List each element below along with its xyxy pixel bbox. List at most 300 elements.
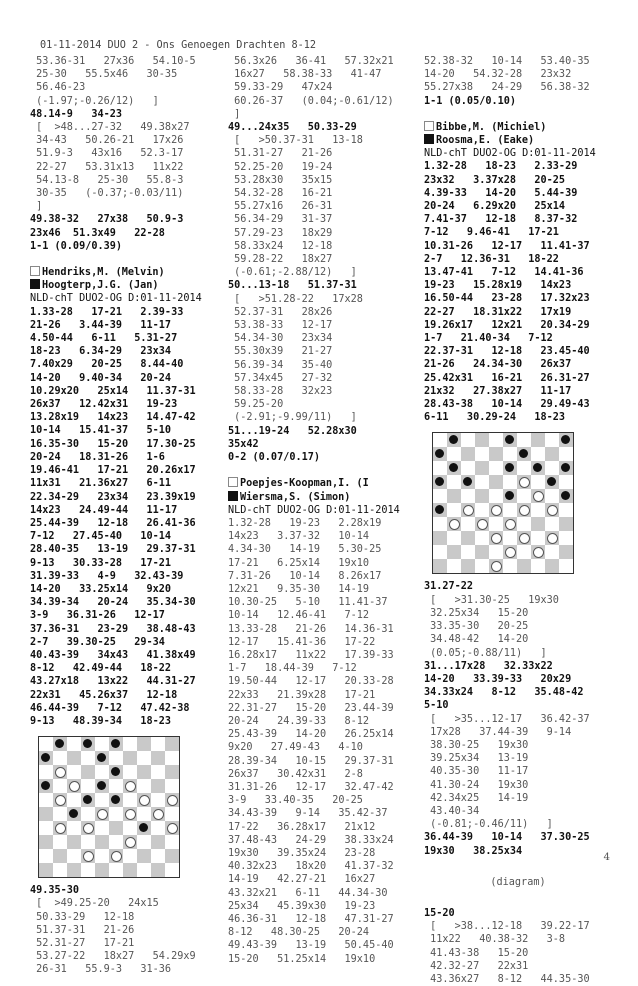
board-square-dark: [95, 779, 109, 793]
game-move-line: 22x31 45.26x37 12-18: [30, 689, 178, 701]
game-move-line: 22.37-31 12-18 23.45-40: [424, 346, 590, 358]
variation-line: 14x23 3.37-32 10-14: [228, 531, 370, 543]
white-piece: [125, 837, 136, 848]
white-square-icon: [228, 477, 238, 487]
game-move-line: 20-24 18.31-26 1-6: [30, 451, 165, 463]
variation-line: 1.32-28 19-23 2.28x19: [228, 517, 382, 529]
board-square-dark: [489, 503, 503, 517]
white-piece: [449, 519, 460, 530]
game-move-line: 21-26 3.44-39 11-17: [30, 319, 172, 331]
board-square-light: [531, 559, 545, 573]
board-square-light: [81, 835, 95, 849]
board-square-light: [517, 433, 531, 447]
board-square-dark: [81, 849, 95, 863]
board-square-light: [559, 475, 573, 489]
board-square-light: [137, 779, 151, 793]
variation-line: 10.30-25 5-10 11.41-37: [228, 597, 388, 609]
variation-line: 42.32-27 22x31: [424, 960, 529, 972]
white-piece: [55, 823, 66, 834]
black-piece: [561, 435, 570, 444]
variation-line: 41.30-24 19x30: [424, 779, 529, 791]
game-move-line: 36.44-39 10-14 37.30-25: [424, 832, 590, 844]
board-square-light: [433, 489, 447, 503]
board-square-light: [475, 475, 489, 489]
variation-line: 19.50-44 12-17 20.33-28: [228, 676, 394, 688]
black-piece: [519, 449, 528, 458]
board-square-dark: [545, 503, 559, 517]
variation-line: 32.25x34 15-20: [424, 607, 529, 619]
variation-line: 43.32x21 6-11 44.34-30: [228, 887, 388, 899]
variation-line: 54.32-28 16-21: [228, 188, 333, 200]
board-square-light: [517, 489, 531, 503]
board-square-light: [137, 863, 151, 877]
board-square-dark: [433, 475, 447, 489]
variation-line: 25-30 55.5x46 30-35: [30, 69, 178, 81]
variation-line: 41.43-38 15-20: [424, 947, 529, 959]
board-square-light: [489, 545, 503, 559]
black-piece: [449, 463, 458, 472]
variation-line: 59.25-20: [228, 399, 284, 411]
game-move-line: 31.27-22: [424, 581, 474, 593]
game-move-line: 14x23 24.49-44 11-17: [30, 504, 178, 516]
board-square-dark: [503, 545, 517, 559]
variation-line: 53.28x30 35x15: [228, 174, 333, 186]
board-square-light: [433, 461, 447, 475]
black-player-line: [424, 134, 612, 147]
variation-line: [ >50.37-31 13-18: [228, 135, 363, 147]
board-square-light: [39, 821, 53, 835]
board-square-dark: [151, 863, 165, 877]
variation-line: 17-22 36.28x17 21x12: [228, 821, 376, 833]
board-square-light: [433, 433, 447, 447]
column-2: [228, 55, 416, 966]
black-piece: [111, 767, 120, 776]
white-player-name: Poepjes-Koopman,I. (I: [240, 478, 369, 490]
variation-line: 15-20 51.25x14 19x10: [228, 953, 376, 965]
variation-line: 51.31-27 21-26: [228, 148, 333, 160]
board-square-light: [39, 737, 53, 751]
diagram-placeholder: (diagram): [490, 876, 546, 888]
board-square-light: [517, 517, 531, 531]
board-square-light: [81, 807, 95, 821]
board-square-dark: [81, 765, 95, 779]
black-piece: [505, 463, 514, 472]
board-square-dark: [531, 489, 545, 503]
variation-line: [ >38...12-18 39.22-17: [424, 921, 590, 933]
variation-line: (-0.61;-2.88/12) ]: [228, 267, 357, 279]
board-square-dark: [545, 531, 559, 545]
game-move-line: 7-12 9.46-41 17-21: [424, 227, 559, 239]
board-square-dark: [137, 821, 151, 835]
black-square-icon: [228, 491, 238, 501]
board-square-dark: [503, 433, 517, 447]
white-player-line: [424, 121, 612, 134]
black-piece: [41, 753, 50, 762]
board-square-light: [461, 433, 475, 447]
variation-line: (0.05;-0.88/11) ]: [424, 647, 547, 659]
game-move-line: 18-23 6.34-29 23x34: [30, 346, 172, 358]
board-square-light: [81, 779, 95, 793]
board-square-dark: [39, 863, 53, 877]
board-square-light: [109, 835, 123, 849]
game-move-line: 19x30 38.25x34: [424, 845, 523, 857]
board-square-light: [503, 503, 517, 517]
board-square-dark: [475, 517, 489, 531]
black-piece: [111, 795, 120, 804]
board-square-dark: [53, 793, 67, 807]
black-piece: [83, 795, 92, 804]
board-square-light: [559, 531, 573, 545]
board-square-light: [67, 765, 81, 779]
event-line: NLD-chT DUO2-OG D:01-11-2014: [424, 148, 596, 160]
black-piece: [435, 477, 444, 486]
board-square-light: [81, 751, 95, 765]
board-square-dark: [559, 545, 573, 559]
variation-line: [ >31.30-25 19x30: [424, 594, 559, 606]
board-square-light: [461, 517, 475, 531]
variation-line: 56.3x26 36-41 57.32x21: [228, 56, 394, 67]
white-piece: [463, 505, 474, 516]
board-square-dark: [109, 793, 123, 807]
board-square-light: [165, 863, 179, 877]
variation-line: 17-21 6.25x14 19x10: [228, 557, 370, 569]
variation-line: 55.30x39 21-27: [228, 346, 333, 358]
white-piece: [83, 823, 94, 834]
event-line: NLD-chT DUO2-OG D:01-11-2014: [30, 293, 202, 305]
white-player-line: [228, 477, 416, 490]
board-square-dark: [489, 559, 503, 573]
board-square-light: [475, 447, 489, 461]
black-piece: [463, 477, 472, 486]
white-piece: [533, 547, 544, 558]
black-player-line: [228, 491, 416, 504]
black-piece: [435, 505, 444, 514]
game-move-line: 22.34-29 23x34 23.39x19: [30, 491, 196, 503]
board-square-dark: [517, 531, 531, 545]
white-piece: [55, 767, 66, 778]
variation-line: 42.34x25 14-19: [424, 792, 529, 804]
game-move-line: 14-20 33.39-33 20x29: [424, 673, 572, 685]
game-move-line: 46.44-39 7-12 47.42-38: [30, 702, 190, 714]
white-piece: [547, 533, 558, 544]
variation-line: 57.34x45 27-32: [228, 372, 333, 384]
board-square-light: [109, 807, 123, 821]
white-piece: [97, 809, 108, 820]
board-square-dark: [95, 751, 109, 765]
black-player-name: Roosma,E. (Eake): [436, 135, 535, 147]
variation-line: 28.39-34 10-15 29.37-31: [228, 755, 394, 767]
game-move-line: 4.50-44 6-11 5.31-27: [30, 333, 178, 345]
game-move-line: 16.50-44 23-28 17.32x23: [424, 293, 590, 305]
board-square-dark: [137, 737, 151, 751]
column-3: [424, 55, 612, 986]
board-square-light: [531, 475, 545, 489]
board-square-dark: [517, 475, 531, 489]
black-piece: [83, 739, 92, 748]
variation-line: 59.28-22 18x27: [228, 254, 333, 266]
board-square-light: [151, 821, 165, 835]
variation-line: 34.43-39 9-14 35.42-37: [228, 808, 388, 820]
board-square-dark: [559, 461, 573, 475]
game-move-line: 37.36-31 23-29 38.48-43: [30, 623, 196, 635]
white-piece: [167, 823, 178, 834]
board-square-light: [165, 807, 179, 821]
board-square-light: [433, 545, 447, 559]
board-square-light: [517, 545, 531, 559]
board-square-light: [503, 447, 517, 461]
board-square-light: [109, 751, 123, 765]
board-square-light: [95, 821, 109, 835]
variation-line: (-0.81;-0.46/11) ]: [424, 819, 553, 831]
board-square-light: [447, 559, 461, 573]
board-square-light: [475, 531, 489, 545]
variation-line: 52.38-32 10-14 53.40-35: [424, 56, 590, 67]
game-move-line: 35x42: [228, 438, 259, 450]
white-piece: [519, 505, 530, 516]
board-square-dark: [109, 765, 123, 779]
board-square-light: [503, 475, 517, 489]
game-move-line: 14-20 33.25x14 9x20: [30, 583, 172, 595]
black-player-name: Hoogterp,J.G. (Jan): [42, 280, 159, 292]
variation-line: 26-31 55.9-3 31-36: [30, 964, 172, 976]
board-square-dark: [165, 821, 179, 835]
board-square-light: [559, 559, 573, 573]
black-piece: [561, 491, 570, 500]
black-piece: [97, 753, 106, 762]
variation-line: 51.9-3 43x16 52.3-17: [30, 148, 184, 160]
variation-line: 43.36x27 8-12 44.35-30: [424, 973, 590, 985]
variation-line: 34.48-42 14-20: [424, 634, 529, 646]
event-line: NLD-chT DUO2-OG D:01-11-2014: [228, 504, 400, 516]
board-square-dark: [531, 517, 545, 531]
board-square-light: [53, 835, 67, 849]
board-square-dark: [503, 517, 517, 531]
board-square-dark: [123, 835, 137, 849]
variation-line: 56.34-29 31-37: [228, 214, 333, 226]
board-square-dark: [517, 447, 531, 461]
page-header: 01-11-2014 DUO 2 - Ons Genoegen Drachten 8-12: [40, 40, 317, 51]
white-player-line: [30, 266, 218, 279]
black-piece: [41, 781, 50, 790]
board-square-light: [109, 863, 123, 877]
white-piece: [111, 851, 122, 862]
board-square-dark: [53, 821, 67, 835]
white-square-icon: [424, 121, 434, 131]
board-square-light: [67, 737, 81, 751]
board-square-light: [95, 765, 109, 779]
white-piece: [547, 505, 558, 516]
game-move-line: 51...19-24 52.28x30: [228, 425, 357, 437]
game-move-line: 10-14 15.41-37 5-10: [30, 425, 172, 437]
game-move-line: 10.29x20 25x14 11.37-31: [30, 385, 196, 397]
board-square-light: [461, 545, 475, 559]
board-square-light: [559, 447, 573, 461]
board-square-light: [559, 503, 573, 517]
game-header: [424, 121, 612, 161]
board-square-light: [165, 835, 179, 849]
board-square-dark: [39, 779, 53, 793]
board-square-light: [531, 447, 545, 461]
variation-line: 54.34-30 23x34: [228, 333, 333, 345]
board-square-dark: [81, 821, 95, 835]
game-move-line: 26x37 12.42x31 19-23: [30, 399, 178, 411]
board-square-light: [447, 503, 461, 517]
game-move-line: 16.35-30 15-20 17.30-25: [30, 438, 196, 450]
board-square-light: [123, 737, 137, 751]
white-piece: [125, 781, 136, 792]
game-move-line: 9-13 30.33-28 17-21: [30, 557, 172, 569]
board-square-dark: [475, 461, 489, 475]
white-piece: [491, 533, 502, 544]
variation-line: 16.28x17 11x22 17.39-33: [228, 649, 394, 661]
board-square-light: [67, 793, 81, 807]
board-square-light: [503, 559, 517, 573]
variation-line: 9x20 27.49-43 4-10: [228, 742, 363, 754]
black-piece: [449, 435, 458, 444]
game-move-line: 0-2 (0.07/0.17): [228, 452, 321, 464]
game-move-line: 19-23 15.28x19 14x23: [424, 280, 572, 292]
board-square-light: [109, 779, 123, 793]
board-square-light: [39, 793, 53, 807]
white-piece: [519, 533, 530, 544]
game-move-line: 8-12 42.49-44 18-22: [30, 663, 172, 675]
variation-line: 54.13-8 25-30 55.8-3: [30, 174, 184, 186]
variation-line: 30-35 (-0.37;-0.03/11): [30, 188, 184, 200]
game-move-line: 11x31 21.36x27 6-11: [30, 478, 172, 490]
game-move-line: 1-1 (0.05/0.10): [424, 95, 517, 107]
board-square-light: [151, 765, 165, 779]
variation-line: 52.37-31 28x26: [228, 306, 333, 318]
board-square-dark: [559, 517, 573, 531]
board-square-light: [475, 503, 489, 517]
board-square-light: [123, 849, 137, 863]
draughts-board: [38, 736, 180, 878]
variation-line: ]: [30, 201, 43, 213]
white-piece: [505, 519, 516, 530]
variation-line: 14-19 42.27-21 16x27: [228, 874, 376, 886]
white-piece: [125, 809, 136, 820]
game-move-line: 31.39-33 4-9 32.43-39: [30, 570, 184, 582]
variation-line: 55.27x16 26-31: [228, 201, 333, 213]
game-move-line: 20-24 6.29x20 25x14: [424, 201, 566, 213]
variation-line: 39.25x34 13-19: [424, 753, 529, 765]
board-square-light: [95, 793, 109, 807]
variation-line: [ >51.28-22 17x28: [228, 293, 363, 305]
game-move-line: 40.43-39 34x43 41.38x49: [30, 649, 196, 661]
board-square-dark: [123, 863, 137, 877]
black-piece: [435, 449, 444, 458]
variation-line: 17x28 37.44-39 9-14: [424, 726, 572, 738]
board-square-light: [447, 475, 461, 489]
board-square-dark: [461, 531, 475, 545]
black-piece: [505, 491, 514, 500]
board-square-dark: [503, 489, 517, 503]
black-piece: [55, 739, 64, 748]
board-square-light: [545, 545, 559, 559]
variation-line: 1-7 18.44-39 7-12: [228, 663, 357, 675]
variation-line: 11x22 40.38-32 3-8: [424, 934, 566, 946]
board-square-dark: [447, 489, 461, 503]
board-square-dark: [109, 821, 123, 835]
board-square-light: [545, 489, 559, 503]
game-move-line: 7.41-37 12-18 8.37-32: [424, 214, 578, 226]
board-square-dark: [53, 849, 67, 863]
board-square-dark: [545, 559, 559, 573]
board-square-dark: [95, 863, 109, 877]
board-square-dark: [67, 835, 81, 849]
game-move-line: 49.35-30: [30, 885, 80, 897]
variation-line: [ >48...27-32 49.38x27: [30, 122, 190, 134]
board-square-light: [447, 531, 461, 545]
variation-line: 40.32x23 18x20 41.37-32: [228, 861, 394, 873]
white-piece: [153, 809, 164, 820]
board-square-dark: [447, 461, 461, 475]
board-square-dark: [81, 737, 95, 751]
white-piece: [505, 547, 516, 558]
board-square-light: [461, 461, 475, 475]
board-square-dark: [137, 849, 151, 863]
page-number: 4: [603, 852, 610, 863]
board-square-dark: [461, 475, 475, 489]
board-square-light: [531, 531, 545, 545]
board-square-dark: [151, 835, 165, 849]
game-move-line: 13.28x19 14x23 14.47-42: [30, 412, 196, 424]
board-square-light: [489, 433, 503, 447]
game-move-line: 48.14-9 34-23: [30, 108, 123, 120]
board-square-light: [137, 751, 151, 765]
board-square-light: [151, 849, 165, 863]
variation-line: 7.31-26 10-14 8.26x17: [228, 570, 382, 582]
board-square-dark: [489, 531, 503, 545]
board-square-dark: [503, 461, 517, 475]
white-piece: [519, 477, 530, 488]
game-move-line: 23x46 51.3x49 22-28: [30, 227, 165, 239]
black-piece: [505, 435, 514, 444]
board-square-dark: [137, 765, 151, 779]
variation-line: 57.29-23 18x29: [228, 227, 333, 239]
board-square-dark: [531, 545, 545, 559]
white-player-name: Hendriks,M. (Melvin): [42, 267, 165, 279]
game-move-line: 1.33-28 17-21 2.39-33: [30, 306, 184, 318]
board-square-light: [545, 517, 559, 531]
variation-line: 52.31-27 17-21: [30, 937, 135, 949]
board-square-light: [67, 849, 81, 863]
game-move-line: 4.39-33 14-20 5.44-39: [424, 187, 578, 199]
black-piece: [547, 477, 556, 486]
variation-line: 58.33-28 32x23: [228, 386, 333, 398]
game-move-line: 2-7 39.30-25 29-34: [30, 636, 165, 648]
variation-line: 53.36-31 27x36 54.10-5: [30, 56, 196, 67]
board-square-dark: [461, 447, 475, 461]
board-square-dark: [151, 751, 165, 765]
board-square-dark: [39, 835, 53, 849]
board-square-dark: [461, 559, 475, 573]
white-piece: [83, 851, 94, 862]
board-square-light: [53, 779, 67, 793]
variation-line: 8-12 48.30-25 20-24: [228, 927, 370, 939]
game-move-line: 5-10: [424, 700, 449, 712]
variation-line: 3-9 33.40-35 20-25: [228, 795, 363, 807]
board-square-light: [447, 447, 461, 461]
variation-line: 22-27 53.31x13 11x22: [30, 161, 184, 173]
game-move-line: 49...24x35 50.33-29: [228, 122, 357, 134]
board-square-light: [503, 531, 517, 545]
board-square-dark: [39, 751, 53, 765]
variation-line: 22x33 21.39x28 17-21: [228, 689, 376, 701]
game-move-line: 6-11 30.29-24 18-23: [424, 412, 566, 424]
board-square-dark: [95, 807, 109, 821]
board-square-dark: [53, 765, 67, 779]
